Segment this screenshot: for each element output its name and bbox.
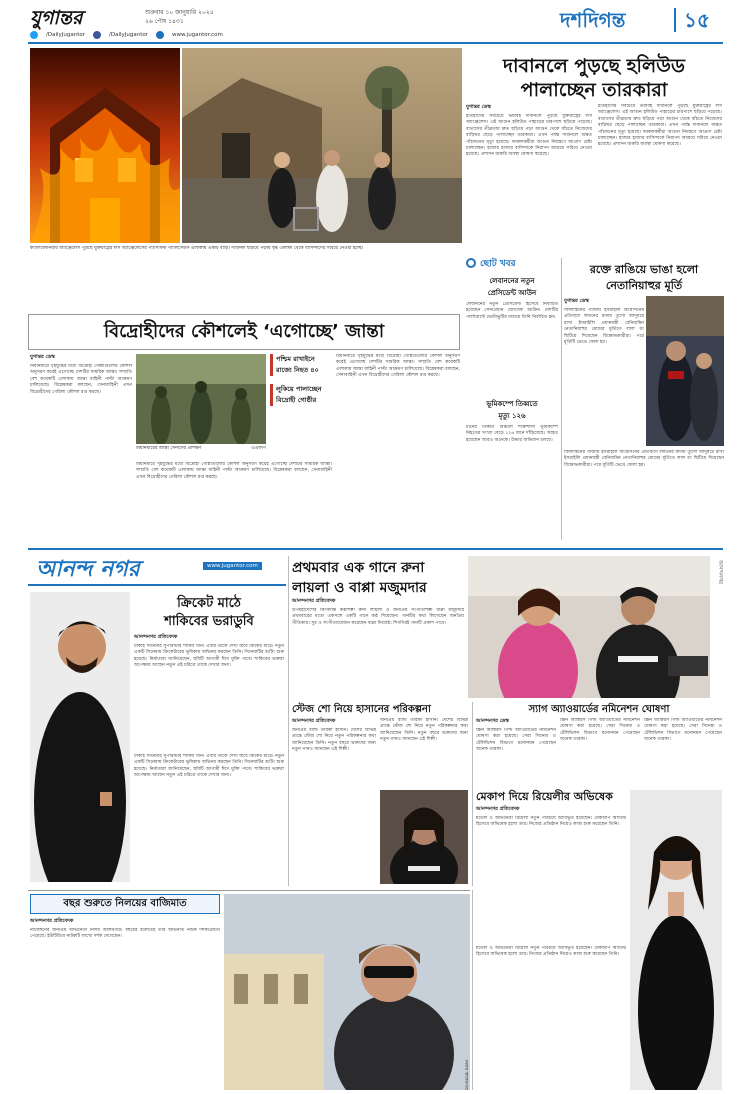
choto-khabor-tag — [466, 255, 556, 271]
page-number: ১৫ — [684, 8, 710, 32]
laila-text — [292, 598, 464, 698]
fire-photo-caption: ক্যালিফোর্নিয়ায় অ্যাঞ্জেলেস পুড়ছে যুক্তরাষ্ট্রের লস অ্যাঞ্জেলেসের প্যাসিফিক প্যালিসেডস এলাকায় একটি বাড়ি। দাবানল ছড়িয়ে পড়ায় বৃদ্ধ এলাকা থেকে বাসিন্দাদের সরিয়ে নেওয়া হচ্ছে। — [30, 246, 364, 251]
netanyahu-headline: রক্তে রাঙিয়ে ভাঙা হলো নেতানিয়াহুর মূর্তি — [589, 263, 699, 292]
circle-icon — [466, 258, 476, 268]
hasan-body: জনপ্রিয় ব্যান্ড তারকা হাসান। দেশের বিভিন্ন প্রান্তে স্টেজ শো নিয়ে নতুন পরিকল্পনার কথা জানিয়েছেন তিনি। নতুন বছরে ভক্তদের জন্য নতুন গানও আনছেন এই শিল্পী। — [292, 728, 376, 753]
laila-side-label: আনন্দনগর — [717, 560, 723, 585]
anandanagar-title: আনন্দ নগর — [36, 557, 140, 582]
china-title-2: মৃত্যু ১২৬ — [498, 412, 526, 420]
riloy-photo — [630, 790, 722, 1090]
sag-body: স্ক্রিন অ্যাক্টরস গিল্ড অ্যাওয়ার্ডের নমিনেশন ঘোষণা করা হয়েছে। সেরা সিনেমা ও টেলিভিশন বিভাগে মনোনয়ন পেয়েছেন অনেক তারকা। — [476, 728, 556, 753]
lebanon-title-2: প্রেসিডেন্ট আউন — [487, 289, 537, 297]
evacuation-photo — [182, 48, 462, 243]
myanmar-body: মিয়ানমারে গৃহযুদ্ধের মধ্যে বিদ্রোহী গোষ্ঠীগুলোর কৌশল অনুসরণ করেই এগোচ্ছে দেশটির সামরিক জান্তা। সম্প্রতি বেশ কয়েকটি এলাকায় জান্তা বাহিনী পাল্টা আক্রমণ চালিয়েছে। বিশ্লেষকরা বলছেন, সেনাবাহিনী এখন বিদ্রোহীদের গেরিলা কৌশল রপ্ত করছে। — [30, 364, 132, 395]
myanmar-headline: বিদ্রোহীদের কৌশলেই ‘এগোচ্ছে’ জান্তা — [103, 321, 385, 342]
date-line-2: ২৬ পৌষ ১৪৩১ — [145, 18, 184, 25]
riloy-byline: আনন্দনগর প্রতিবেদক — [476, 806, 520, 812]
hollywood-byline: যুগান্তর ডেস্ক — [466, 104, 491, 110]
myanmar-body-col2: মিয়ানমারে গৃহযুদ্ধের মধ্যে বিদ্রোহী গোষ্ঠীগুলোর কৌশল অনুসরণ করেই এগোচ্ছে দেশটির সামরিক জান্তা। সম্প্রতি বেশ কয়েকটি এলাকায় জান্তা বাহিনী পাল্টা আক্রমণ চালিয়েছে। বিশ্লেষকরা বলছেন, সেনাবাহিনী এখন বিদ্রোহীদের গেরিলা কৌশল রপ্ত করছে। — [136, 462, 332, 480]
laila-headline-1: প্রথমবার এক গানে রুনা — [292, 560, 425, 576]
anandanagar-header — [28, 552, 268, 582]
hasan-byline: আনন্দনগর প্রতিবেদক — [292, 718, 336, 724]
riloy-headline: মেকাপ দিয়ে রিয়েলীর অভিষেক — [476, 790, 613, 803]
hasan-photo — [380, 790, 468, 884]
shakib-byline: আনন্দনগর প্রতিবেদক — [134, 634, 178, 640]
myanmar-headline-box — [28, 314, 460, 350]
lebanon-title-1: লেবাননের নতুন — [489, 277, 535, 285]
year-headline: বছর শুরুতে নিলয়ের বাজিমাত — [63, 898, 187, 909]
riloy-text — [476, 806, 626, 1094]
myanmar-caption: মিয়ানমারের জান্তা সেনাদের প্রশিক্ষণ — [136, 446, 202, 451]
riloy-body-cont: মডেল ও অভিনেত্রী রিয়েলী নতুন পরিচয়ে আবির্ভূত হয়েছেন। মেকআপ আর্টিস্ট হিসেবে অভিষেক হলো তার। নিজের প্রতিষ্ঠান নিয়েও কাজ শুরু করেছেন তিনি। — [476, 946, 626, 958]
hollywood-body-col1 — [466, 104, 592, 254]
hollywood-headline-1: দাবানলে পুড়ছে হলিউড — [503, 55, 685, 77]
myanmar-body-col3: মিয়ানমারে গৃহযুদ্ধের মধ্যে বিদ্রোহী গোষ্ঠীগুলোর কৌশল অনুসরণ করেই এগোচ্ছে দেশটির সামরিক জান্তা। সম্প্রতি বেশ কয়েকটি এলাকায় জান্তা বাহিনী পাল্টা আক্রমণ চালিয়েছে। বিশ্লেষকরা বলছেন, সেনাবাহিনী এখন বিদ্রোহীদের গেরিলা কৌশল রপ্ত করছে। — [336, 354, 460, 379]
netanyahu-text — [564, 298, 644, 448]
date-line-1: শুক্রবার ১০ জানুয়ারি ২০২৫ — [145, 9, 214, 16]
china-title-1: ভূমিকম্পে তিব্বতে — [486, 400, 538, 408]
highlight-2 — [270, 384, 332, 406]
briefs-divider — [561, 258, 562, 540]
section-divider — [674, 8, 676, 32]
netanyahu-body: ফিলিস্তিনের গাজায় ইসরাইলি আগ্রাসনের প্রতিবাদে লন্ডনের মাদাম তুসো জাদুঘরে রাখা ইসরাইলি প্রধানমন্ত্রী বেনিয়ামিন নেতানিয়াহুর মোমের মূর্তিতে লাল রং ছিটিয়ে দিয়েছেন বিক্ষোভকারীরা। পরে মূর্তিটি ভেঙে ফেলা হয়। — [564, 308, 644, 346]
highlight-2-line1: লুকিয়ে পালাচ্ছেন — [276, 385, 322, 393]
logo: যুগান্তর — [30, 7, 83, 29]
year-text — [30, 918, 220, 1090]
shakib-headline-1: ক্রিকেট মাঠে — [177, 596, 241, 611]
hasan-body-col2: জনপ্রিয় ব্যান্ড তারকা হাসান। দেশের বিভিন্ন প্রান্তে স্টেজ শো নিয়ে নতুন পরিকল্পনার কথা জানিয়েছেন তিনি। নতুন বছরে ভক্তদের জন্য নতুন গানও আনছেন এই শিল্পী। — [380, 718, 468, 743]
year-headline-box — [30, 894, 220, 914]
statue-photo — [646, 296, 724, 446]
netanyahu-body-cont: ফিলিস্তিনের গাজায় ইসরাইলি আগ্রাসনের প্রতিবাদে লন্ডনের মাদাম তুসো জাদুঘরে রাখা ইসরাইলি প্রধানমন্ত্রী বেনিয়ামিন নেতানিয়াহুর মোমের মূর্তিতে লাল রং ছিটিয়ে দিয়েছেন বিক্ষোভকারীরা। পরে মূর্তিটি ভেঙে ফেলা হয়। — [564, 450, 724, 468]
laila-bappa-photo — [468, 556, 710, 698]
shakib-body: ঢাকাই সিনেমার সুপারস্টার শাকিব খান। এবার তাকে দেখা যাবে ক্রিকেট মাঠে। নতুন একটি সিনেমায় ক্রিকেটারের ভূমিকায় অভিনয় করছেন তিনি। সিনেমাটির শুটিং শুরু হয়েছে। নির্মাতারা জানিয়েছেন, ছবিটি আগামী ঈদে মুক্তি পাবে। শাকিবের ভক্তরা অপেক্ষায় আছেন নতুন এই চরিত্রে তাকে দেখার জন্য। — [134, 644, 284, 669]
sag-col1 — [476, 718, 556, 784]
year-top-rule — [28, 890, 470, 891]
shakib-divider — [288, 556, 289, 886]
highlight-1-line1: পশ্চিম রাখাইনে — [276, 355, 315, 363]
china-body: চীনের তিব্বত অঞ্চলে শক্তিশালী ভূমিকম্পে নিহতের সংখ্যা বেড়ে ১২৬ জনে দাঁড়িয়েছে। আহত হয়েছেন আরও অনেকে। উদ্ধার অভিযান চলছে। — [466, 425, 558, 443]
myanmar-credit: এএফপি — [251, 446, 266, 451]
hasan-divider — [472, 702, 473, 886]
laila-headline-2: লায়লা ও বাপ্পা মজুমদার — [292, 580, 427, 596]
year-body: নাট্যাঙ্গনের জনপ্রিয় অভিনেতা নিলয় আলমগীর। বছরের শুরুতেই তার অভিনীত নাটক দর্শকপ্রিয়তা পেয়েছে। ইউটিউবে নাটকটি লাখো দর্শক দেখেছেন। — [30, 928, 220, 940]
myanmar-byline: যুগান্তর ডেস্ক — [30, 354, 55, 360]
netanyahu-byline: যুগান্তর ডেস্ক — [564, 298, 589, 304]
sag-body-col3: স্ক্রিন অ্যাক্টরস গিল্ড অ্যাওয়ার্ডের নমিনেশন ঘোষণা করা হয়েছে। সেরা সিনেমা ও টেলিভিশন বিভাগে মনোনয়ন পেয়েছেন অনেক তারকা। — [644, 718, 722, 743]
masthead-rule — [28, 42, 723, 44]
twitter-handle[interactable]: /DailyJugantor — [46, 32, 86, 38]
highlight-1 — [270, 354, 332, 376]
anandanagar-rule — [28, 548, 723, 550]
shakib-headline-2: শাকিবের ভরাডুবি — [164, 614, 254, 629]
year-photo-credit: নিলয় আলমগীর — [463, 1060, 468, 1090]
masthead — [0, 0, 751, 46]
website-link[interactable]: www.jugantor.com — [172, 32, 223, 38]
shakib-body-cont: ঢাকাই সিনেমার সুপারস্টার শাকিব খান। এবার তাকে দেখা যাবে ক্রিকেট মাঠে। নতুন একটি সিনেমায় ক্রিকেটারের ভূমিকায় অভিনয় করছেন তিনি। সিনেমাটির শুটিং শুরু হয়েছে। নির্মাতারা জানিয়েছেন, ছবিটি আগামী ঈদে মুক্তি পাবে। শাকিবের ভক্তরা অপেক্ষায় আছেন নতুন এই চরিত্রে তাকে দেখার জন্য। — [134, 754, 284, 779]
facebook-handle[interactable]: /DailyJugantor — [109, 32, 149, 38]
brief-lebanon — [466, 275, 558, 395]
hasan-text — [292, 718, 376, 886]
twitter-icon — [30, 31, 38, 39]
myanmar-col1 — [30, 354, 132, 538]
sag-headline: স্যাগ অ্যাওয়ার্ডের নমিনেশন ঘোষণা — [528, 704, 670, 715]
sag-body-col2: স্ক্রিন অ্যাক্টরস গিল্ড অ্যাওয়ার্ডের নমিনেশন ঘোষণা করা হয়েছে। সেরা সিনেমা ও টেলিভিশন বিভাগে মনোনয়ন পেয়েছেন অনেক তারকা। — [560, 718, 640, 743]
section-title: দশদিগন্ত — [560, 8, 626, 32]
laila-byline: আনন্দনগর প্রতিবেদক — [292, 598, 336, 604]
facebook-icon — [93, 31, 101, 39]
highlight-1-line2: রাজ্যে নিহত ৪০ — [276, 366, 319, 374]
year-byline: আনন্দনগর প্রতিবেদক — [30, 918, 74, 924]
hollywood-body: ইতিহাসের সবচেয়ে ভয়াবহ দাবানলে পুড়ছে যুক্তরাষ্ট্রের লস অ্যাঞ্জেলেস। এই আগুন হলিউড পাহাড়ের চারপাশে ছড়িয়ে পড়েছে। বাতাসের তীব্রতায় দ্রুত ছড়িয়ে পড়া আগুন থেকে বাঁচতে নিজেদের বাড়িঘর ছেড়ে পালাচ্ছেন তারকারা। এখন পর্যন্ত দাবানলে অন্তত পাঁচজনের মৃত্যু হয়েছে। দমকলকর্মীরা আগুন নিয়ন্ত্রণে আপ্রাণ চেষ্টা চালাচ্ছেন। হাজার হাজার বাসিন্দাকে নিরাপদ আশ্রয়ে সরিয়ে নেওয়া হয়েছে। প্রশাসন জরুরি অবস্থা ঘোষণা করেছে। — [466, 114, 592, 158]
shakib-photo — [30, 592, 130, 882]
anandanagar-bottom-rule — [28, 584, 286, 586]
sag-byline: আনন্দনগর ডেস্ক — [476, 718, 509, 724]
year-photo — [224, 894, 470, 1090]
social-row — [30, 30, 223, 40]
globe-icon — [156, 31, 164, 39]
fire-house-photo — [30, 48, 180, 243]
brief-china — [466, 398, 558, 538]
riloy-body: মডেল ও অভিনেত্রী রিয়েলী নতুন পরিচয়ে আবির্ভূত হয়েছেন। মেকআপ আর্টিস্ট হিসেবে অভিষেক হলো তার। নিজের প্রতিষ্ঠান নিয়েও কাজ শুরু করেছেন তিনি। — [476, 816, 626, 828]
hollywood-body-cont: ইতিহাসের সবচেয়ে ভয়াবহ দাবানলে পুড়ছে যুক্তরাষ্ট্রের লস অ্যাঞ্জেলেস। এই আগুন হলিউড পাহাড়ের চারপাশে ছড়িয়ে পড়েছে। বাতাসের তীব্রতায় দ্রুত ছড়িয়ে পড়া আগুন থেকে বাঁচতে নিজেদের বাড়িঘর ছেড়ে পালাচ্ছেন তারকারা। এখন পর্যন্ত দাবানলে অন্তত পাঁচজনের মৃত্যু হয়েছে। দমকলকর্মীরা আগুন নিয়ন্ত্রণে আপ্রাণ চেষ্টা চালাচ্ছেন। হাজার হাজার বাসিন্দাকে নিরাপদ আশ্রয়ে সরিয়ে নেওয়া হয়েছে। প্রশাসন জরুরি অবস্থা ঘোষণা করেছে। — [598, 104, 722, 148]
choto-khabor-label: ছোট খবর — [480, 258, 516, 269]
hasan-headline: স্টেজ শো নিয়ে হাসানের পরিকল্পনা — [292, 704, 431, 715]
laila-body: উপমহাদেশের কিংবদন্তি কণ্ঠশিল্পী রুনা লায়লা ও জনপ্রিয় সংগীতশিল্পী বাপ্পা মজুমদার প্রথমবারের মতো একসঙ্গে একটি গানে কণ্ঠ দিয়েছেন। গানটির কথা লিখেছেন জনপ্রিয় গীতিকার। সুর ও সংগীতায়োজন করেছেন বাপ্পা নিজেই। শিগগিরই গানটি প্রকাশ পাবে। — [292, 608, 464, 626]
highlight-2-line2: বিদ্রোহী গোষ্ঠীর — [276, 396, 317, 404]
lebanon-body: লেবাননের নতুন প্রেসিডেন্ট হিসেবে নির্বাচিত হয়েছেন সেনাপ্রধান জোসেফ আউন। দেশটির পার্লামেন্টে ভোটাভুটির মাধ্যমে তিনি নির্বাচিত হন। — [466, 302, 558, 320]
hollywood-body-col2 — [598, 104, 722, 249]
hollywood-headline-2: পালাচ্ছেন তারকারা — [520, 79, 668, 101]
bottom-divider — [472, 890, 473, 1090]
anandanagar-website[interactable]: www.jugantor.com — [203, 562, 262, 570]
shakib-text — [134, 634, 284, 882]
myanmar-highlights — [270, 354, 332, 454]
myanmar-photo — [136, 354, 266, 444]
